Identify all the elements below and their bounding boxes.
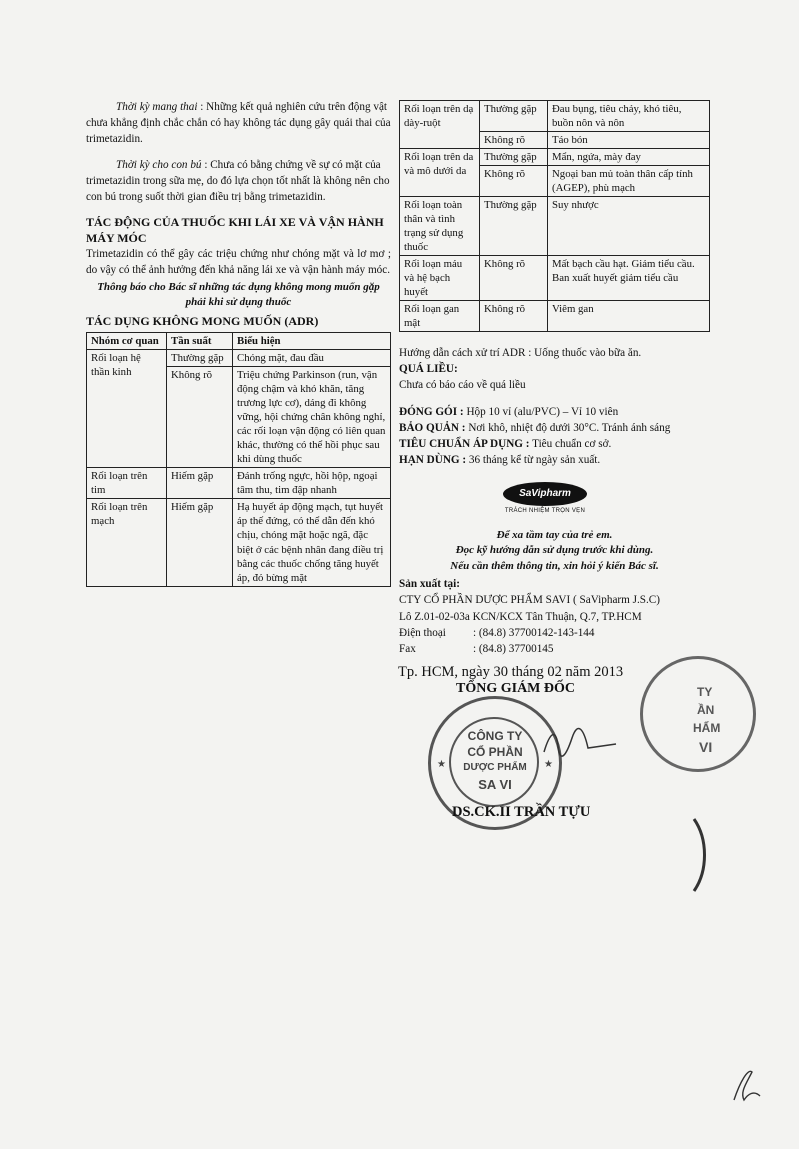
company-logo (501, 482, 589, 516)
company-name: CTY CỔ PHẦN DƯỢC PHẨM SAVI ( SaVipharm J.S.C) (399, 594, 660, 607)
table-cell: Ngoại ban mủ toàn thân cấp tính (AGEP), phù mạch (548, 166, 710, 197)
made-by-label: Sản xuất tại: (399, 578, 460, 591)
overdose-text: Chưa có báo cáo về quá liều (399, 378, 526, 391)
table-row (87, 350, 391, 367)
adr-heading: TÁC DỤNG KHÔNG MONG MUỐN (ADR) (86, 314, 319, 329)
warning-read-instructions: Đọc kỹ hướng dẫn sử dụng trước khi dùng. (455, 544, 654, 557)
breastfeeding-text: : Chưa có bằng chứng về sự có mặt của trimetazidin trong sữa mẹ, do đó lựa chọn tốt nhất là không nên cho con bú trong suốt thời gian điều trị bằng trimetazidin. (86, 158, 390, 203)
table-cell: Rối loạn máu và hệ bạch huyết (400, 256, 480, 301)
adr-table-right (399, 100, 710, 332)
table-cell: Không rõ (480, 132, 548, 149)
table-cell: Không rõ (480, 166, 548, 197)
phone-row (399, 625, 710, 641)
page-edge-mark-icon (690, 815, 712, 895)
table-cell: Rối loạn gan mật (400, 301, 480, 332)
signer-name: DS.CK.II TRẦN TỰU (452, 804, 591, 820)
table-cell: Mẩn, ngứa, mày đay (548, 149, 710, 166)
side-stamp-text-2: ẦN (697, 703, 715, 717)
stamp-line-1: CÔNG TY (467, 729, 523, 743)
manufacturer-block (399, 576, 710, 657)
table-cell: Đau bụng, tiêu chảy, khó tiêu, buồn nôn và nôn (548, 101, 710, 132)
header-organ-group: Nhóm cơ quan (87, 333, 167, 350)
breastfeeding-label: Thời kỳ cho con bú (116, 158, 202, 171)
storage-line (399, 421, 710, 437)
stamp-line-3: DƯỢC PHẨM (463, 762, 527, 773)
table-cell: Mất bạch cầu hạt. Giảm tiểu cầu. Ban xuất huyết giảm tiểu cầu (548, 256, 710, 301)
table-cell: Suy nhược (548, 197, 710, 256)
phone-label: Điện thoại (399, 626, 446, 639)
table-row (87, 468, 391, 499)
breastfeeding-paragraph (86, 158, 391, 206)
table-row (400, 197, 710, 256)
table-row (400, 256, 710, 301)
fax-value: : (84.8) 37700145 (473, 643, 554, 656)
fax-label: Fax (399, 643, 416, 656)
driving-text: Trimetazidin có thể gây các triệu chứng như chóng mặt và lơ mơ ; do vậy có thể ảnh hưởng đến khả năng lái xe và vận hành máy móc. (86, 247, 391, 276)
table-cell: Đánh trống ngực, hồi hộp, ngoại tâm thu, tim đập nhanh (233, 468, 391, 499)
packaging-line (399, 405, 710, 421)
company-address: Lô Z.01-02-03a KCN/KCX Tân Thuận, Q.7, TP.HCM (399, 610, 642, 623)
expiry-line (399, 453, 710, 469)
header-frequency: Tần suất (167, 333, 233, 350)
side-stamp-text-4: VI (699, 739, 713, 755)
header-manifestation: Biểu hiện (233, 333, 391, 350)
expiry-text: 36 tháng kể từ ngày sản xuất. (466, 453, 601, 466)
table-row (400, 301, 710, 332)
warning-ask-doctor: Nếu cần thêm thông tin, xin hỏi ý kiến Bác sĩ. (450, 559, 659, 572)
signature-block (398, 664, 728, 697)
product-info (399, 405, 710, 468)
star-icon: ★ (437, 759, 446, 770)
table-cell: Rối loạn trên mạch (87, 499, 167, 586)
table-cell: Không rõ (480, 301, 548, 332)
date-line: Tp. HCM, ngày 30 tháng 02 năm 2013 (398, 664, 624, 680)
packaging-text: Hộp 10 vỉ (alu/PVC) – Vỉ 10 viên (463, 406, 619, 419)
storage-text: Nơi khô, nhiệt độ dưới 30°C. Tránh ánh sáng (465, 422, 671, 435)
pregnancy-text: : Những kết quả nghiên cứu trên động vật chưa khẳng định chắc chắn có hay không tác dụng gây quái thai của trimetazidin. (86, 101, 391, 145)
table-cell: Rối loạn trên tim (87, 468, 167, 499)
storage-label: BẢO QUẢN : (399, 422, 466, 435)
left-column (86, 100, 391, 587)
table-cell: Rối loạn trên da và mô dưới da (400, 149, 480, 197)
fax-row (399, 641, 710, 657)
table-cell: Hiếm gặp (167, 499, 233, 586)
table-cell: Thường gặp (480, 149, 548, 166)
doctor-notice: Thông báo cho Bác sĩ những tác dụng không mong muốn gặp phải khi sử dụng thuốc (97, 281, 380, 308)
star-icon: ★ (544, 759, 553, 770)
initials-mark-icon (722, 1062, 768, 1108)
warning-children: Để xa tầm tay của trẻ em. (496, 528, 613, 541)
table-row (400, 101, 710, 132)
director-title: TỔNG GIÁM ĐỐC (456, 681, 575, 696)
adr-guidance-block (399, 346, 710, 393)
table-cell: Chóng mặt, đau đầu (233, 350, 391, 367)
stamp-line-4: SA VI (478, 777, 512, 792)
stamp-line-2: CỔ PHẦN (467, 745, 523, 759)
phone-value: : (84.8) 37700142-143-144 (473, 626, 595, 639)
right-column (399, 100, 710, 657)
table-cell: Rối loạn hệ thần kinh (87, 350, 167, 468)
warnings (399, 528, 710, 574)
logo-tagline: TRÁCH NHIỆM TRỌN VẸN (504, 508, 586, 515)
table-cell: Không rõ (480, 256, 548, 301)
table-cell: Hiếm gặp (167, 468, 233, 499)
table-row (87, 499, 391, 586)
table-cell: Rối loạn toàn thân và tình trạng sử dụng thuốc (400, 197, 480, 256)
pregnancy-paragraph (86, 100, 391, 148)
table-cell: Thường gặp (480, 197, 548, 256)
handwritten-signature-icon (540, 722, 620, 762)
table-cell: Thường gặp (480, 101, 548, 132)
standard-label: TIÊU CHUẨN ÁP DỤNG : (399, 437, 530, 450)
table-cell: Viêm gan (548, 301, 710, 332)
overdose-heading: QUÁ LIỀU: (399, 363, 458, 376)
side-stamp-text-1: TY (697, 685, 713, 699)
table-header-row (87, 333, 391, 350)
table-cell: Không rõ (167, 367, 233, 468)
standard-text: Tiêu chuẩn cơ sở. (529, 437, 612, 450)
driving-heading: TÁC ĐỘNG CỦA THUỐC KHI LÁI XE VÀ VẬN HÀNH MÁY MÓC (86, 215, 384, 246)
table-cell: Thường gặp (167, 350, 233, 367)
table-row (400, 149, 710, 166)
table-cell: Hạ huyết áp động mạch, tụt huyết áp thế đứng, có thể dẫn đến khó chịu, chóng mặt hoặc ngã, đặc biệt ở các bệnh nhân đang điều trị bằng các thuốc chống tăng huyết áp, đỏ bừng mặt (233, 499, 391, 586)
standard-line (399, 437, 710, 453)
expiry-label: HẠN DÙNG : (399, 453, 467, 466)
pregnancy-label: Thời kỳ mang thai (116, 101, 198, 113)
packaging-label: ĐÓNG GÓI : (399, 406, 464, 419)
adr-guidance: Hướng dẫn cách xử trí ADR : Uống thuốc vào bữa ăn. (399, 347, 642, 360)
adr-table-left (86, 332, 391, 587)
logo-mark: SaVipharm (503, 482, 587, 506)
table-cell: Táo bón (548, 132, 710, 149)
table-cell: Triệu chứng Parkinson (run, vận động chậm và khó khăn, tăng trương lực cơ), dáng đi không vững, hội chứng chân không nghỉ, các rối loạn vận động có liên quan khác, thường có thể hồi phục sau khi dùng thuốc (233, 367, 391, 468)
table-cell: Rối loạn trên dạ dày-ruột (400, 101, 480, 149)
side-stamp-text-3: HẨM (693, 721, 721, 735)
